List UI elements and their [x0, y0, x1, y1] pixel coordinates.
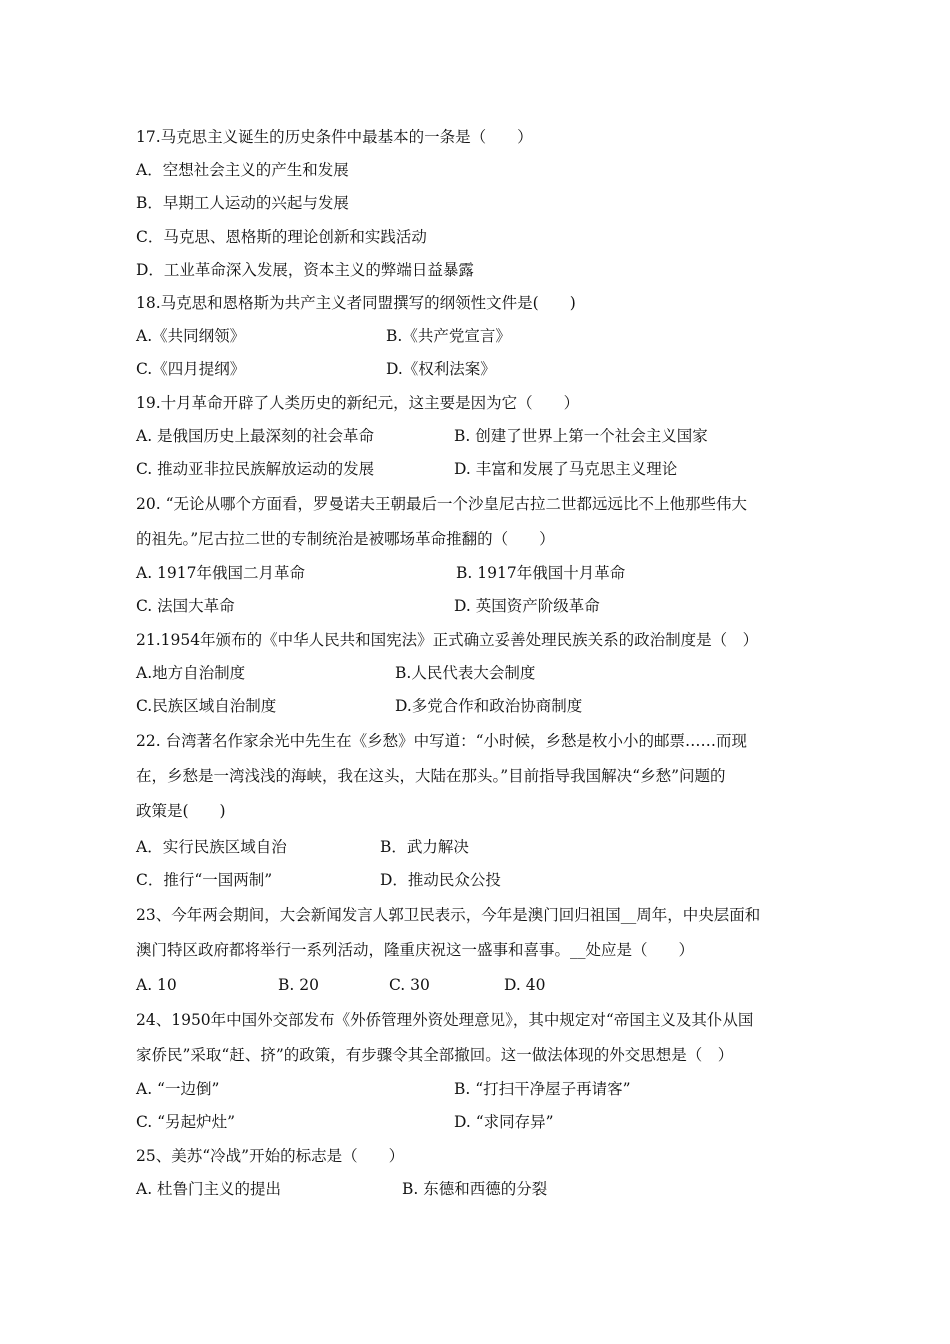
question-24-option-a: A. “一边倒” — [136, 1080, 220, 1098]
question-19-option-a: A. 是俄国历史上最深刻的社会革命 — [136, 427, 375, 445]
question-21-option-c: C.民族区域自治制度 — [136, 697, 277, 715]
question-25-option-a: A. 杜鲁门主义的提出 — [136, 1180, 282, 1198]
question-18-option-c: C.《四月提纲》 — [136, 360, 246, 378]
question-19-option-b: B. 创建了世界上第一个社会主义国家 — [454, 427, 708, 445]
question-21-option-b: B.人民代表大会制度 — [395, 664, 536, 682]
question-23-option-c: C. 30 — [389, 976, 430, 994]
question-25-stem: 25、美苏“冷战”开始的标志是（ ） — [136, 1147, 405, 1165]
question-20-stem-line-2: 的祖先。”尼古拉二世的专制统治是被哪场革命推翻的（ ） — [136, 530, 555, 548]
question-18-option-d: D.《权利法案》 — [386, 360, 496, 378]
question-24-stem-line-1: 24、1950年中国外交部发布《外侨管理外资处理意见》，其中规定对“帝国主义及其仆从国 — [136, 1011, 754, 1029]
question-23-option-b: B. 20 — [278, 976, 319, 994]
question-22-option-b: B．武力解决 — [380, 838, 469, 856]
question-18-option-b: B.《共产党宣言》 — [386, 327, 511, 345]
question-20-option-b: B. 1917年俄国十月革命 — [456, 564, 626, 582]
question-20-option-d: D. 英国资产阶级革命 — [454, 597, 600, 615]
question-18-option-a: A.《共同纲领》 — [136, 327, 246, 345]
question-17-option-a: A．空想社会主义的产生和发展 — [136, 161, 349, 179]
question-24-stem-line-2: 家侨民”采取“赶、挤”的政策，有步骤令其全部撤回。这一做法体现的外交思想是（ ） — [136, 1046, 734, 1064]
question-20-option-a: A. 1917年俄国二月革命 — [136, 564, 305, 582]
question-23-option-d: D. 40 — [504, 976, 546, 994]
question-23-stem-line-2: 澳门特区政府都将举行一系列活动，隆重庆祝这一盛事和喜事。__处应是（ ） — [136, 941, 695, 959]
question-23-stem-line-1: 23、今年两会期间，大会新闻发言人郭卫民表示，今年是澳门回归祖国__周年，中央层面和 — [136, 906, 761, 924]
question-21-stem: 21.1954年颁布的《中华人民共和国宪法》正式确立妥善处理民族关系的政治制度是（ ） — [136, 631, 759, 649]
question-22-stem-line-2: 在，乡愁是一湾浅浅的海峡，我在这头，大陆在那头。”目前指导我国解决“乡愁”问题的 — [136, 767, 726, 785]
question-17-stem: 17.马克思主义诞生的历史条件中最基本的一条是（ ） — [136, 128, 533, 146]
question-22-option-a: A．实行民族区域自治 — [136, 838, 287, 856]
question-17-option-c: C．马克思、恩格斯的理论创新和实践活动 — [136, 228, 427, 246]
question-18-stem: 18.马克思和恩格斯为共产主义者同盟撰写的纲领性文件是( ) — [136, 294, 576, 312]
question-20-option-c: C. 法国大革命 — [136, 597, 235, 615]
question-22-option-d: D．推动民众公投 — [380, 871, 501, 889]
question-19-stem: 19.十月革命开辟了人类历史的新纪元，这主要是因为它（ ） — [136, 394, 580, 412]
question-21-option-a: A.地方自治制度 — [136, 664, 246, 682]
question-19-option-c: C. 推动亚非拉民族解放运动的发展 — [136, 460, 375, 478]
question-25-option-b: B. 东德和西德的分裂 — [402, 1180, 548, 1198]
question-24-option-b: B. “打扫干净屋子再请客” — [454, 1080, 631, 1098]
question-24-option-d: D. “求同存异” — [454, 1113, 554, 1131]
question-21-option-d: D.多党合作和政治协商制度 — [395, 697, 583, 715]
question-22-option-c: C．推行“一国两制” — [136, 871, 273, 889]
question-17-option-b: B．早期工人运动的兴起与发展 — [136, 194, 349, 212]
question-19-option-d: D. 丰富和发展了马克思主义理论 — [454, 460, 678, 478]
question-23-option-a: A. 10 — [136, 976, 177, 994]
question-24-option-c: C. “另起炉灶” — [136, 1113, 236, 1131]
question-22-stem-line-3: 政策是( ) — [136, 802, 226, 820]
question-17-option-d: D．工业革命深入发展，资本主义的弊端日益暴露 — [136, 261, 474, 279]
question-20-stem-line-1: 20. “无论从哪个方面看，罗曼诺夫王朝最后一个沙皇尼古拉二世都远远比不上他那些伟大 — [136, 495, 748, 513]
question-22-stem-line-1: 22. 台湾著名作家余光中先生在《乡愁》中写道：“小时候，乡愁是枚小小的邮票……而现 — [136, 732, 748, 750]
